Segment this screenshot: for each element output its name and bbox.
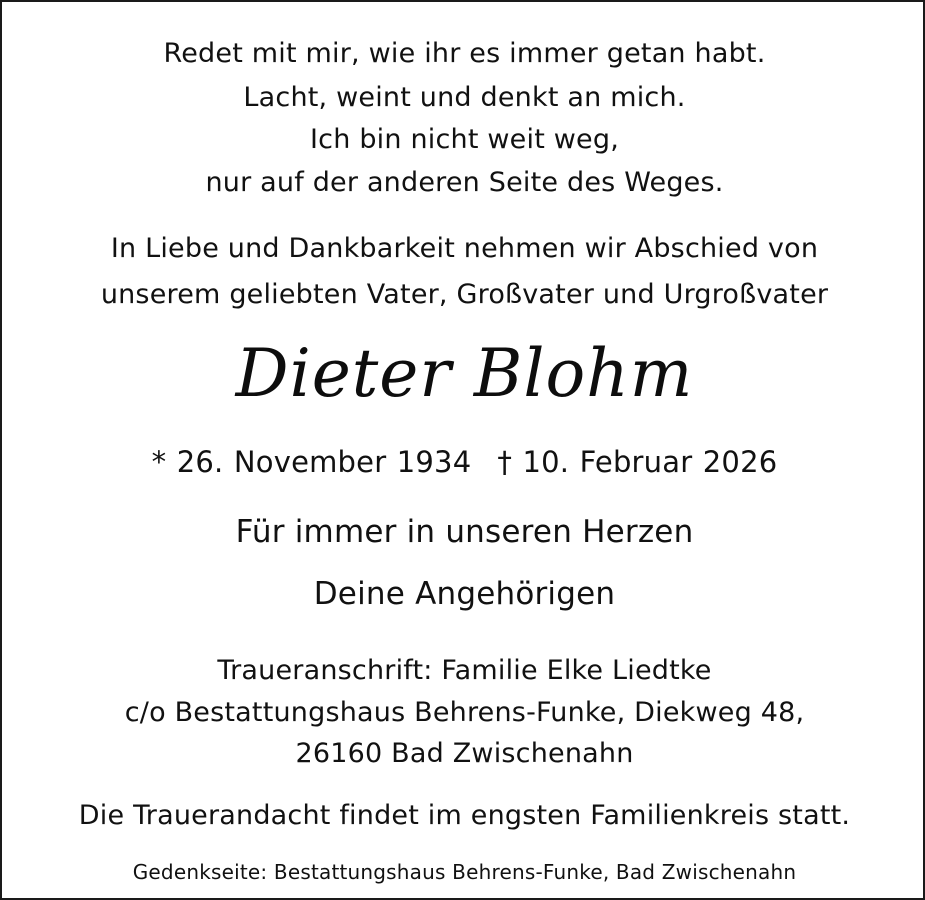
motto: Für immer in unseren Herzen [235, 514, 694, 550]
verse-line-4: nur auf der anderen Seite des Weges. [205, 167, 724, 198]
address-line-3: 26160 Bad Zwischenahn [295, 738, 634, 769]
intro-line-1: In Liebe und Dankbarkeit nehmen wir Abschied von [110, 233, 819, 264]
signature: Deine Angehörigen [313, 576, 616, 612]
intro-line-2: unserem geliebten Vater, Großvater und Urgroßvater [100, 279, 829, 310]
verse-line-3: Ich bin nicht weit weg, [310, 124, 619, 155]
memorial-page-note: Gedenkseite: Bestattungshaus Behrens-Funke, Bad Zwischenahn [132, 860, 797, 884]
address-line-1: Traueranschrift: Familie Elke Liedtke [217, 655, 712, 686]
death-date: † 10. Februar 2026 [497, 445, 778, 479]
birth-date: * 26. November 1934 [151, 445, 472, 479]
verse-line-1: Redet mit mir, wie ihr es immer getan habt. [163, 38, 766, 69]
verse-line-2: Lacht, weint und denkt an mich. [243, 82, 686, 113]
address-line-2: c/o Bestattungshaus Behrens-Funke, Diekweg 48, [124, 697, 805, 728]
life-dates [2, 442, 925, 482]
service-note: Die Trauerandacht findet im engsten Familienkreis statt. [78, 800, 851, 831]
deceased-name: Dieter Blohm [235, 335, 694, 412]
